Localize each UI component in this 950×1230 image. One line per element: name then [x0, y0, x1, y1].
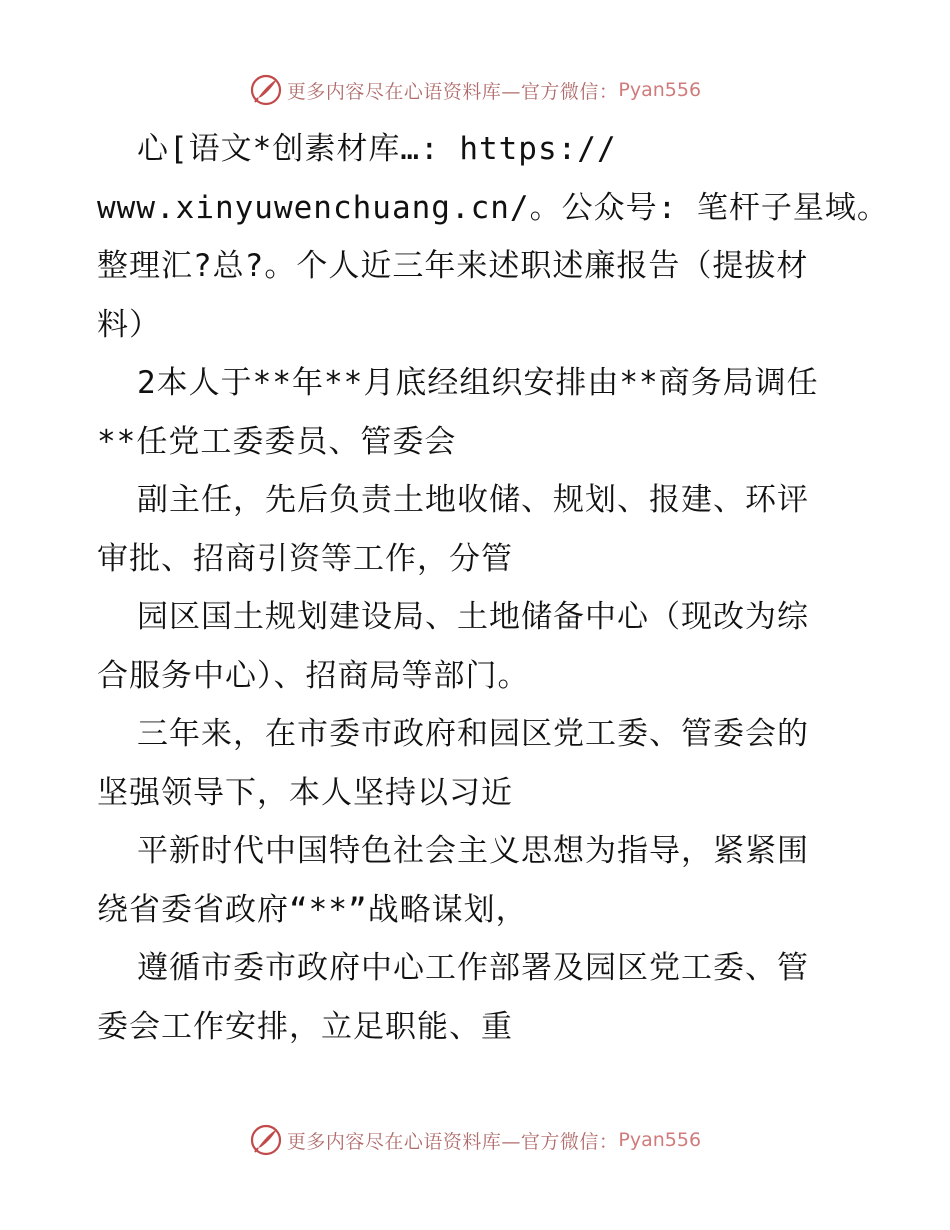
watermark-footer	[0, 1120, 950, 1160]
feather-pen-logo-icon	[249, 73, 283, 107]
text-line: 整理汇?总?。个人近三年来述职述廉报告（提拔材	[97, 248, 809, 284]
watermark-header	[0, 70, 950, 110]
text-line: 合服务中心）、招商局等部门。	[97, 657, 530, 694]
watermark-text: 更多内容尽在心语资料库—官方微信：	[286, 1130, 619, 1153]
feather-pen-logo-icon	[249, 1123, 283, 1157]
text-line: 委会工作安排，立足职能、重	[97, 1008, 513, 1045]
document-body	[97, 120, 889, 1056]
text-line: 坚强领导下，本人坚持以习近	[97, 774, 513, 811]
text-line: 审批、招商引资等工作，分管	[97, 540, 513, 577]
text-line: 园区国土规划建设局、土地储备中心（现改为综	[137, 599, 809, 635]
text-line: www.xinyuwenchuang.cn/。公众号: 笔杆子星域。	[97, 189, 889, 226]
text-line: 心[语文*创素材库…: https://	[137, 131, 617, 167]
watermark-text: 更多内容尽在心语资料库—官方微信：	[286, 80, 619, 103]
text-line: 三年来，在市委市政府和园区党工委、管委会的	[137, 716, 809, 752]
text-line: 2本人于**年**月底经组织安排由**商务局调任	[137, 365, 819, 401]
text-line: 遵循市委市政府中心工作部署及园区党工委、管	[137, 950, 809, 986]
text-line: **任党工委委员、管委会	[97, 423, 457, 460]
text-line: 副主任，先后负责土地收储、规划、报建、环评	[137, 482, 809, 518]
text-line: 平新时代中国特色社会主义思想为指导，紧紧围	[137, 833, 809, 869]
watermark-wechat-id: Pyan556	[618, 79, 702, 101]
text-line: 绕省委省政府“**”战略谋划，	[97, 891, 528, 928]
text-line: 料）	[97, 306, 161, 343]
watermark-wechat-id: Pyan556	[618, 1129, 702, 1151]
